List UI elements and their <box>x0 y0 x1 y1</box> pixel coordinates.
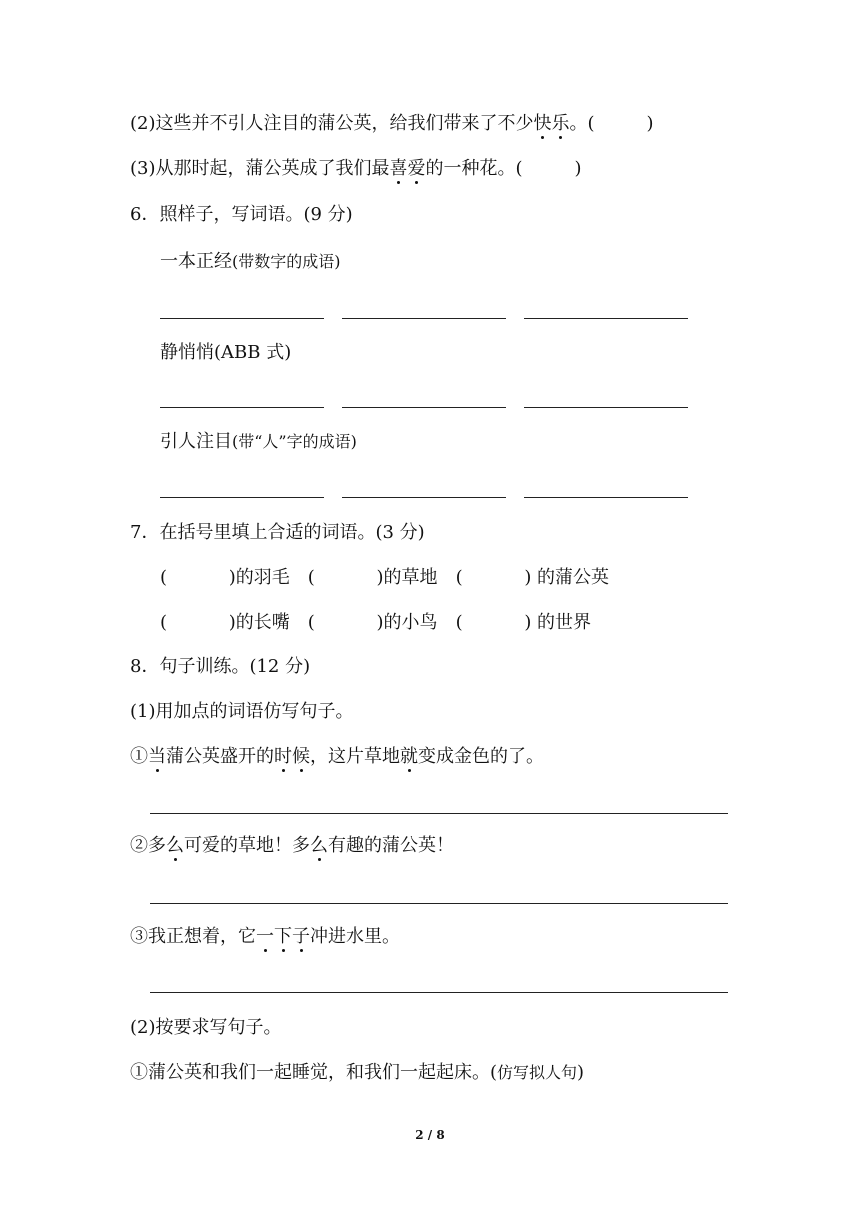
q8-sentence-3: ③我正想着，它一下子冲进水里。 <box>130 926 400 947</box>
q8-part-1: (1)用加点的词语仿写句子。 <box>130 701 354 722</box>
q6-example-2: 静悄悄(ABB 式) <box>160 342 292 363</box>
q6-example-1: 一本正经(带数字的成语) <box>160 251 341 272</box>
q7-blank[interactable]: ( <box>160 612 173 633</box>
answer-line[interactable] <box>150 813 728 814</box>
answer-blank[interactable] <box>342 497 506 498</box>
answer-line[interactable] <box>150 992 728 993</box>
q7-row-2: ( )的长嘴 ( )的小鸟 ( ) 的世界 <box>160 612 592 633</box>
q6-example-3: 引人注目(带“人”字的成语) <box>160 431 357 452</box>
answer-blank[interactable] <box>524 497 688 498</box>
q7-title: 7．在括号里填上合适的词语。(3 分) <box>130 522 425 543</box>
page-number: 2 / 8 <box>415 1128 445 1142</box>
q7-blank[interactable]: ( <box>455 567 469 588</box>
answer-blank[interactable] <box>160 497 324 498</box>
q7-blank[interactable]: ( <box>160 567 173 588</box>
answer-blank[interactable] <box>160 318 324 319</box>
answer-blank[interactable] <box>342 318 506 319</box>
q8-sentence-2: ②多么可爱的草地！多么有趣的蒲公英！ <box>130 835 454 856</box>
answer-blank[interactable] <box>524 318 688 319</box>
q8-sentence-4: ①蒲公英和我们一起睡觉，和我们一起起床。(仿写拟人句) <box>130 1062 585 1083</box>
q5-item-2: (2)这些并不引人注目的蒲公英，给我们带来了不少快乐。( ) <box>130 113 654 134</box>
q7-blank[interactable]: ( <box>307 612 321 633</box>
answer-blank[interactable] <box>160 407 324 408</box>
q7-blank[interactable]: ( <box>455 612 469 633</box>
q8-sentence-1: ①当蒲公英盛开的时候，这片草地就变成金色的了。 <box>130 746 544 767</box>
q7-row-1: ( )的羽毛 ( )的草地 ( ) 的蒲公英 <box>160 567 610 588</box>
q6-title: 6．照样子，写词语。(9 分) <box>130 204 353 225</box>
answer-blank[interactable] <box>524 407 688 408</box>
q8-title: 8．句子训练。(12 分) <box>130 656 311 677</box>
q5-item-3: (3)从那时起，蒲公英成了我们最喜爱的一种花。( ) <box>130 158 582 179</box>
answer-blank[interactable] <box>342 407 506 408</box>
answer-line[interactable] <box>150 903 728 904</box>
q8-part-2: (2)按要求写句子。 <box>130 1017 282 1038</box>
q7-blank[interactable]: ( <box>307 567 321 588</box>
